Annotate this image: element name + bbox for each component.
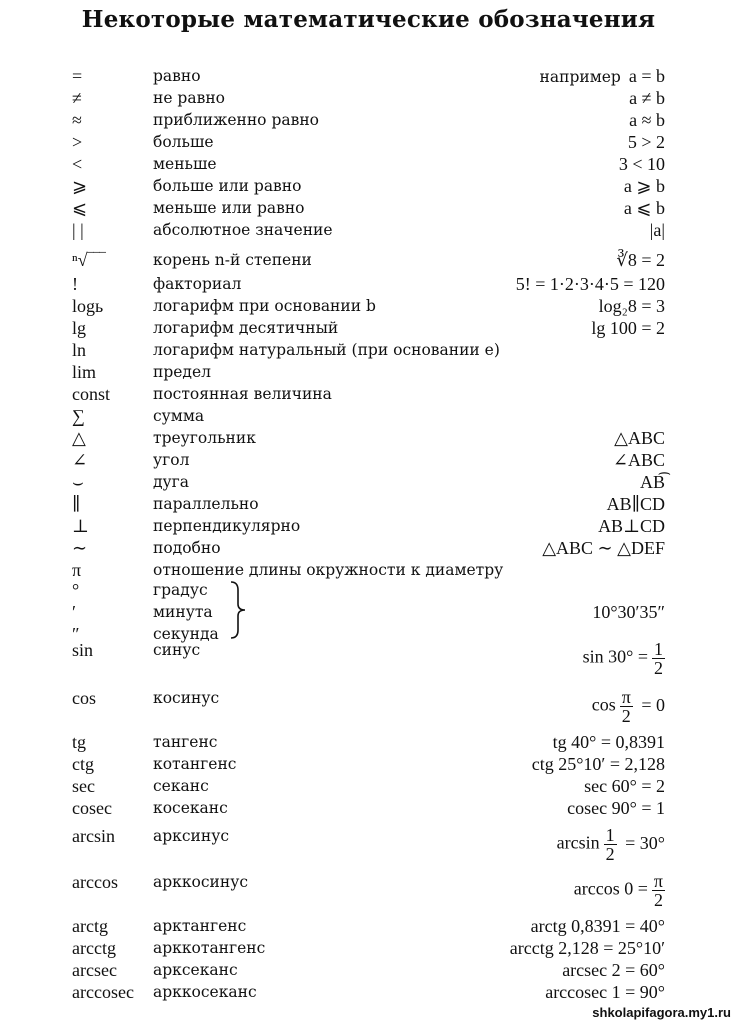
notation-example	[574, 872, 665, 909]
notation-symbol: ≈	[72, 110, 82, 130]
fraction-denominator: 2	[605, 844, 615, 864]
example-text: 3 < 10	[618, 154, 665, 174]
notation-meaning: арксеканс	[153, 961, 238, 979]
notation-example	[567, 798, 665, 818]
notation-example	[531, 916, 665, 936]
notation-symbol: ∑	[72, 406, 85, 426]
notation-example	[599, 296, 665, 316]
notation-meaning: градус	[153, 581, 208, 599]
example-text: 5 > 2	[627, 132, 665, 152]
notation-meaning: перпендикулярно	[153, 517, 301, 535]
notation-example	[629, 110, 665, 130]
fraction-numerator: π	[621, 687, 631, 707]
notation-example	[613, 450, 665, 470]
notation-symbol: arcctg	[72, 938, 116, 958]
notation-meaning: котангенс	[153, 755, 237, 773]
example-text: AB∥CD	[606, 494, 665, 514]
notation-meaning: подобно	[153, 539, 221, 557]
notation-symbol: lg	[72, 318, 87, 338]
notation-meaning: логарифм натуральный (при основании e)	[153, 341, 500, 359]
notation-meaning: арксинус	[153, 827, 229, 845]
example-text: a ≈ b	[629, 110, 665, 130]
example-text: ctg 25°10′ = 2,128	[531, 754, 665, 774]
example-text: a ⩾ b	[623, 176, 665, 196]
notation-symbol: ln	[72, 340, 87, 360]
example-text: arctg 0,8391 = 40°	[530, 916, 665, 936]
notation-meaning: треугольник	[153, 429, 256, 447]
notation-meaning: косинус	[153, 689, 220, 707]
notation-symbol: arccos	[72, 872, 118, 892]
notation-meaning: арккосеканс	[153, 983, 257, 1001]
example-text: a ≠ b	[629, 88, 665, 108]
notation-meaning: угол	[153, 451, 190, 469]
example-prefix: например	[539, 68, 621, 86]
fraction	[652, 872, 665, 909]
fraction-denominator: 2	[654, 658, 663, 678]
notation-symbol: ⌣	[72, 472, 84, 492]
example-text: a = b	[628, 66, 665, 86]
notation-example	[591, 318, 665, 338]
notation-example	[592, 602, 665, 622]
notation-symbol: ′	[72, 602, 76, 622]
notation-example	[540, 66, 665, 87]
notation-example	[616, 250, 665, 270]
example-text: cos	[591, 694, 616, 715]
example-text: sec 60° = 2	[584, 776, 665, 796]
notation-meaning: факториал	[153, 275, 242, 293]
fraction	[620, 688, 633, 725]
example-text: △ABC ∼ △DEF	[542, 538, 665, 558]
notation-example	[629, 88, 665, 108]
notation-meaning: минута	[153, 603, 213, 621]
notation-symbol: tg	[72, 732, 87, 752]
notation-meaning: арккосинус	[153, 873, 249, 891]
notation-symbol: ″	[72, 624, 80, 644]
notation-example	[619, 154, 665, 174]
example-text: 10°30′35″	[592, 602, 665, 622]
notation-example	[628, 132, 665, 152]
notation-meaning: секанс	[153, 777, 209, 795]
notation-symbol: cosec	[72, 798, 112, 818]
notation-example	[532, 754, 665, 774]
notation-meaning: больше или равно	[153, 177, 302, 195]
bracket-brace-icon	[228, 580, 248, 640]
notation-meaning: больше	[153, 133, 214, 151]
example-text: ∠ABC	[612, 450, 665, 470]
example-text: cosec 90° = 1	[567, 798, 665, 818]
notation-example	[598, 516, 665, 536]
notation-example	[510, 938, 665, 958]
notation-meaning: абсолютное значение	[153, 221, 333, 239]
notation-meaning: равно	[153, 67, 201, 85]
fraction	[604, 826, 617, 863]
notation-symbol: arccosec	[72, 982, 134, 1002]
notation-symbol: arctg	[72, 916, 108, 936]
notation-symbol: cos	[72, 688, 96, 708]
example-text: a ⩽ b	[623, 198, 665, 218]
notation-symbol: =	[72, 66, 83, 86]
notation-example	[607, 494, 665, 514]
example-text-after: = 0	[636, 694, 665, 715]
notation-symbol: ctg	[72, 754, 94, 774]
example-text-after: = 30°	[620, 832, 665, 853]
notation-example	[614, 428, 665, 448]
notation-symbol: >	[72, 132, 83, 152]
notation-symbol: | |	[72, 220, 84, 240]
example-text: △ABC	[614, 428, 665, 448]
example-text: arcctg 2,128 = 25°10′	[509, 938, 665, 958]
notation-example	[516, 274, 665, 294]
example-text: AB⊥CD	[598, 516, 665, 536]
notation-meaning: предел	[153, 363, 211, 381]
notation-meaning: не равно	[153, 89, 225, 107]
page-title: Некоторые математические обозначения	[81, 6, 656, 33]
notation-meaning: секунда	[153, 625, 219, 643]
fraction-denominator: 2	[621, 706, 631, 726]
notation-symbol: logь	[72, 296, 104, 316]
notation-symbol: °	[72, 580, 80, 600]
example-text: arcsec 2 = 60°	[562, 960, 665, 980]
example-text: arccos 0 =	[573, 878, 648, 899]
notation-symbol: △	[72, 428, 86, 448]
notation-symbol: <	[72, 154, 83, 174]
notation-example	[583, 640, 665, 677]
notation-meaning: тангенс	[153, 733, 218, 751]
notation-symbol: !	[72, 274, 78, 294]
fraction-numerator: 1	[654, 639, 663, 659]
example-text: AB͡	[639, 472, 665, 492]
notation-symbol: ⩾	[72, 176, 88, 196]
notation-meaning: арктангенс	[153, 917, 247, 935]
example-text: lg 100 = 2	[591, 318, 665, 338]
notation-meaning: косеканс	[153, 799, 228, 817]
fraction-numerator: π	[653, 871, 663, 891]
notation-meaning: синус	[153, 641, 201, 659]
notation-meaning: постоянная величина	[153, 385, 332, 403]
notation-meaning: дуга	[153, 473, 190, 491]
notation-symbol: arcsin	[72, 826, 115, 846]
notation-example	[562, 960, 665, 980]
notation-symbol: ⩽	[72, 198, 88, 218]
site-url[interactable]: shkolapifagora.my1.ru	[592, 1005, 731, 1020]
notation-example	[545, 982, 665, 1002]
example-text: arccosec 1 = 90°	[545, 982, 665, 1002]
notation-symbol: π	[72, 560, 82, 580]
fraction-numerator: 1	[605, 825, 615, 845]
notation-symbol: lim	[72, 362, 97, 382]
notation-example	[553, 732, 665, 752]
notation-example	[624, 198, 665, 218]
notation-example	[542, 538, 665, 558]
notation-example	[584, 776, 665, 796]
example-text: tg 40° = 0,8391	[552, 732, 665, 752]
notation-symbol: ⁿ√‾‾‾	[72, 250, 106, 270]
example-text: sin 30° =	[582, 646, 648, 667]
notation-meaning: корень n-й степени	[153, 251, 312, 269]
example-text: ∛8 = 2	[616, 250, 665, 270]
notation-symbol: ∠	[72, 450, 88, 470]
notation-symbol: ≠	[72, 88, 82, 108]
notation-example	[650, 220, 665, 240]
notation-symbol: ⊥	[72, 516, 89, 536]
example-text: 5! = 1·2·3·4·5 = 120	[515, 274, 665, 294]
notation-meaning: отношение длины окружности к диаметру	[153, 561, 504, 579]
notation-symbol: const	[72, 384, 110, 404]
fraction	[652, 640, 665, 677]
example-text: |a|	[649, 220, 665, 240]
notation-example	[592, 688, 665, 725]
notation-meaning: арккотангенс	[153, 939, 266, 957]
example-text: arcsin	[556, 832, 600, 853]
notation-example	[557, 826, 665, 863]
example-text: log₂8 = 3	[598, 296, 665, 316]
notation-meaning: меньше	[153, 155, 217, 173]
notation-symbol: sin	[72, 640, 94, 660]
notation-example	[640, 472, 665, 492]
fraction-denominator: 2	[653, 890, 663, 910]
notation-meaning: логарифм при основании b	[153, 297, 376, 315]
notation-symbol: sec	[72, 776, 95, 796]
notation-symbol: ∼	[72, 538, 88, 558]
notation-meaning: логарифм десятичный	[153, 319, 339, 337]
notation-meaning: параллельно	[153, 495, 259, 513]
notation-meaning: сумма	[153, 407, 205, 425]
notation-example	[624, 176, 665, 196]
notation-meaning: меньше или равно	[153, 199, 305, 217]
notation-symbol: arcsec	[72, 960, 117, 980]
notation-meaning: приближенно равно	[153, 111, 319, 129]
notation-symbol: ∥	[72, 494, 81, 514]
